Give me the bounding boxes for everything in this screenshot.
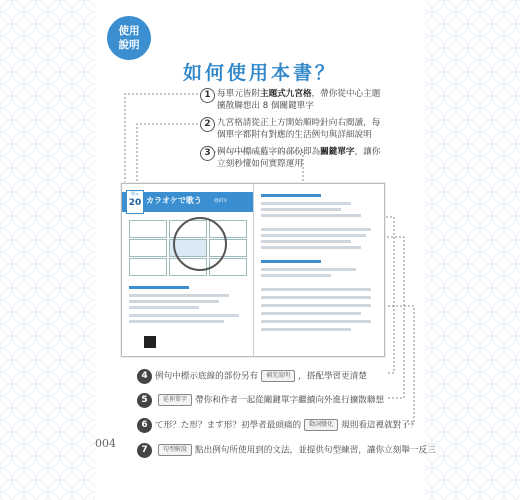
text-line (261, 202, 351, 205)
step-number-7: 7 (137, 443, 152, 458)
left-page (122, 184, 254, 356)
step-number-3: 3 (200, 146, 215, 161)
section-heading-line (261, 194, 321, 197)
section-heading-line (261, 260, 321, 263)
badge-line-1: 使用 (118, 25, 140, 37)
step-1-text: 每單元皆附主題式九宮格，帶你從中心主題 擴散聯想出 8 個關鍵單字 (217, 89, 381, 111)
extended-word-tag: 延伸單字 (158, 394, 192, 406)
highlight-circle (173, 217, 227, 271)
unit-number-box: 單元 20 (126, 190, 144, 214)
text-line (129, 300, 219, 303)
grid-cell (129, 239, 167, 257)
step-number-1: 1 (200, 88, 215, 103)
text-line (261, 268, 356, 271)
qr-code-icon (144, 336, 156, 348)
text-line (261, 296, 371, 299)
text-line (261, 208, 341, 211)
text-line (129, 320, 224, 323)
unit-subtitle: 唱KTV (214, 199, 227, 204)
page-title: 如何使用本書？ (182, 62, 337, 84)
note-tag: 補充說明 (261, 370, 295, 382)
step-6-text: て形？た形？ます形？初學者最頭痛的 動詞變化 規則看這裡就對了！ (155, 420, 419, 431)
text-line (261, 274, 331, 277)
badge-line-2: 說明 (118, 39, 140, 51)
text-line (261, 240, 351, 243)
page-number: 004 (95, 437, 116, 450)
sentence-pattern-tag: 句型解說 (158, 444, 192, 456)
step-number-2: 2 (200, 117, 215, 132)
step-3-text: 例句中標成藍字的部份即為關鍵單字，讓你 立刻秒懂如何實際運用 (217, 147, 381, 169)
text-line (261, 312, 361, 315)
step-number-6: 6 (137, 418, 152, 433)
verb-conjugation-tag: 動詞變化 (304, 419, 338, 431)
text-line (261, 320, 371, 323)
text-line (129, 314, 239, 317)
grid-cell (129, 258, 167, 276)
text-line (261, 214, 361, 217)
step-2-text: 九宮格請從正上方開始順時針向右閱讀，每 個單字都附有對應的生活例句與詳細說明 (217, 118, 381, 140)
unit-title: カラオケで歌う (146, 196, 202, 205)
step-number-5: 5 (137, 393, 152, 408)
step-7-text: 句型解說 點出例句所使用到的文法，並提供句型練習，讓你立刻舉一反三 (155, 444, 436, 457)
text-line (261, 328, 351, 331)
text-line (261, 246, 361, 249)
step-number-4: 4 (137, 369, 152, 384)
step-5-text: 延伸單字 帶你和作者一起從關鍵單字繼續向外進行擴散聯想 (155, 394, 384, 407)
text-line (261, 304, 371, 307)
text-line (129, 294, 229, 297)
usage-badge (107, 16, 151, 60)
step-4-text: 例句中標示底線的部份另有 補充說明 ，搭配學習更清楚 (155, 371, 367, 382)
right-page (253, 184, 384, 356)
section-heading-line (129, 286, 189, 289)
text-line (261, 288, 371, 291)
text-line (261, 234, 366, 237)
book-spread-preview (121, 183, 385, 357)
grid-cell (129, 220, 167, 238)
text-line (261, 228, 371, 231)
text-line (129, 306, 199, 309)
